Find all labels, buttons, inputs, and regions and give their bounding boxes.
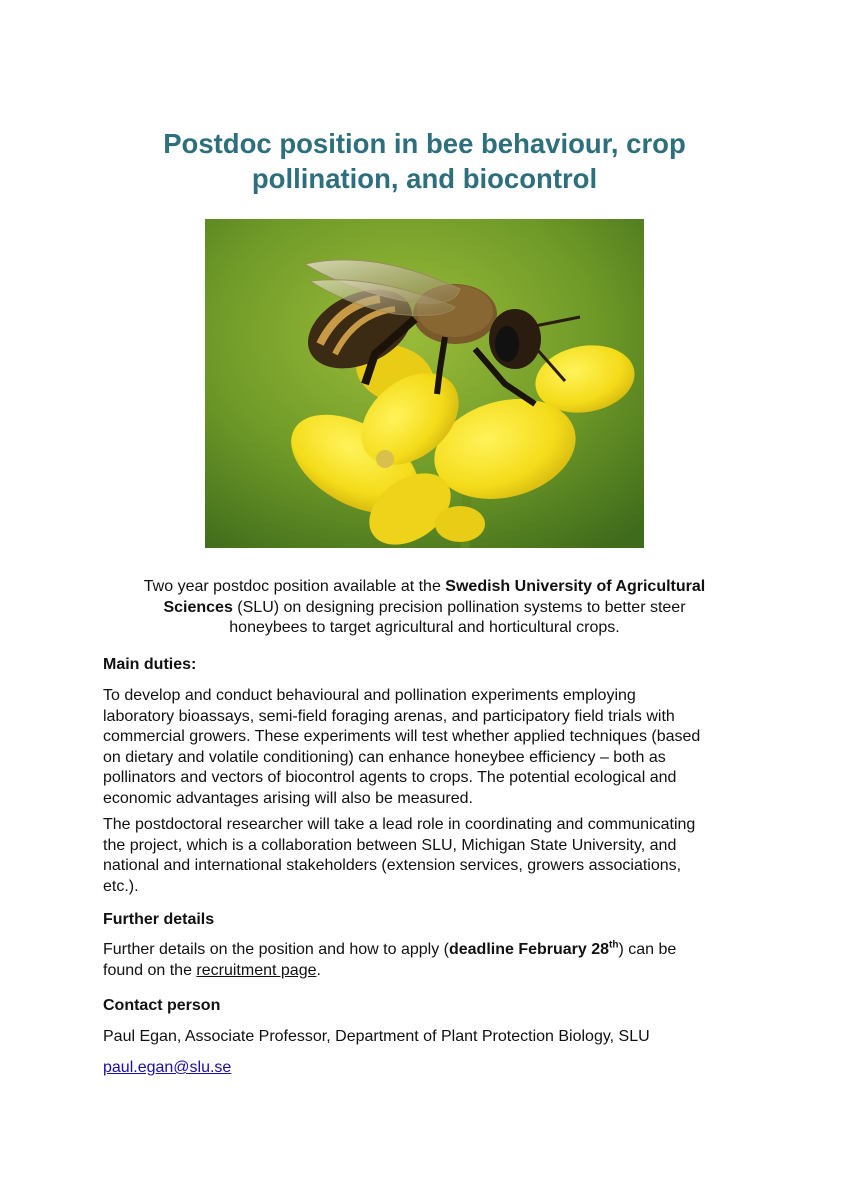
deadline-sup: th <box>609 939 619 951</box>
intro-org-1: Swedish University of Agricultural <box>445 578 706 595</box>
duties-p2-line: etc.). <box>103 877 139 895</box>
deadline-text: deadline February 28th <box>448 939 619 958</box>
contact-email-link[interactable]: paul.egan@slu.se <box>103 1059 232 1076</box>
duties-p1-line: pollinators and vectors of biocontrol agents to crops. The potential ecological and <box>103 769 677 786</box>
further-post-1: ) can be <box>618 941 677 958</box>
duties-p2-line: national and international stakeholders (extension services, growers associations, <box>103 857 682 874</box>
page-title <box>100 126 749 196</box>
further-line2-pre: found on the <box>103 961 197 979</box>
duties-p1-line: economic advantages arising will also be measured. <box>103 789 473 807</box>
intro-org-2: Sciences <box>163 598 233 616</box>
title-line-1: Postdoc position in bee behaviour, crop <box>163 128 686 159</box>
further-line2-post: . <box>316 961 321 979</box>
duties-p2-line: the project, which is a collaboration between SLU, Michigan State University, and <box>103 836 677 854</box>
recruitment-page-link[interactable]: recruitment page <box>196 961 317 979</box>
title-line-2: pollination, and biocontrol <box>251 163 598 194</box>
further-details-heading: Further details <box>103 911 215 928</box>
further-details-paragraph <box>103 940 751 981</box>
main-duties-heading: Main duties: <box>103 656 197 673</box>
intro-paragraph <box>103 577 746 639</box>
contact-person-heading: Contact person <box>103 997 221 1014</box>
duties-p1-line: commercial growers. These experiments will test whether applied techniques (based <box>103 728 701 745</box>
duties-p1-line: laboratory bioassays, semi-field foraging arenas, and participatory field trials with <box>103 707 675 725</box>
intro-post-2: honeybees to target agricultural and horticultural crops. <box>229 619 620 636</box>
bee-on-flower-photo <box>205 219 644 548</box>
duties-p1-line: on dietary and volatile conditioning) can enhance honeybee efficiency – both as <box>103 748 666 766</box>
duties-paragraph-2 <box>103 815 751 897</box>
further-pre: Further details on the position and how to apply ( <box>103 941 449 958</box>
duties-p2-line: The postdoctoral researcher will take a lead role in coordinating and communicating <box>103 816 696 833</box>
contact-person-name: Paul Egan, Associate Professor, Department of Plant Protection Biology, SLU <box>103 1028 650 1045</box>
intro-post-1: (SLU) on designing precision pollination systems to better steer <box>232 598 686 616</box>
duties-p1-line: To develop and conduct behavioural and pollination experiments employing <box>103 687 636 704</box>
intro-pre: Two year postdoc position available at the <box>143 578 446 595</box>
contact-email-line <box>103 1058 751 1079</box>
duties-paragraph-1 <box>103 686 751 809</box>
